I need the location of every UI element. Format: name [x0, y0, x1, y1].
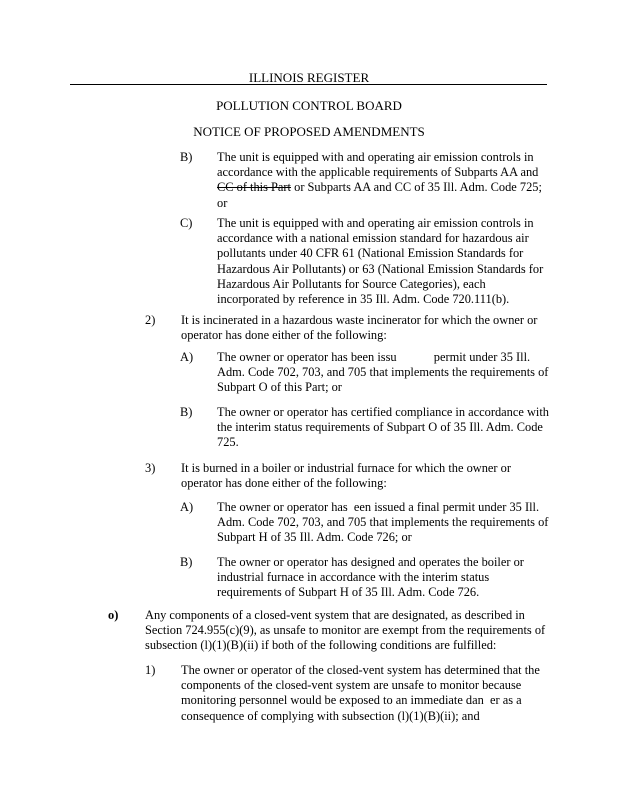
text-line: It is incinerated in a hazardous waste incinerator for which the owner or — [181, 313, 538, 327]
list-item — [181, 313, 537, 343]
item-label: 3) — [145, 461, 156, 475]
text-line: The owner or operator of the closed-vent system has determined that the — [181, 663, 540, 677]
text-line: components of the closed-vent system are unsafe to monitor because — [181, 678, 522, 693]
text-line: accordance with a national emission standard for hazardous air — [217, 231, 529, 246]
item-label: A) — [180, 500, 194, 514]
text-line: operator has done either of the following: — [181, 476, 387, 491]
text-line: Section 724.955(c)(9), as unsafe to monitor are exempt from the requirements of — [145, 623, 546, 638]
text-line: It is burned in a boiler or industrial furnace for which the owner or — [181, 461, 511, 475]
text-line: The owner or operator has een issued a final permit under 35 Ill. — [217, 500, 540, 514]
text-line: monitoring personnel would be exposed to an immediate dan er as a — [181, 693, 522, 708]
text-line: requirements of Subpart H of 35 Ill. Adm. Code 726. — [217, 585, 480, 600]
list-item — [217, 555, 524, 601]
board-title: POLLUTION CONTROL BOARD — [216, 98, 402, 113]
text-line: or — [217, 195, 228, 210]
register-title: ILLINOIS REGISTER — [248, 70, 370, 85]
item-label: B) — [180, 150, 193, 164]
text-line-with-deletion: CC of this Part or Subparts AA and CC of 35 Ill. Adm. Code 725; — [217, 180, 542, 195]
text-line: 725. — [217, 435, 239, 450]
list-item — [217, 500, 548, 546]
text-line: The unit is equipped with and operating air emission controls in — [217, 216, 534, 230]
text-line: The owner or operator has certified compliance in accordance with — [217, 405, 549, 419]
item-label: B) — [180, 555, 193, 569]
text-line: subsection (l)(1)(B)(ii) if both of the following conditions are fulfilled: — [145, 638, 497, 653]
text-line: consequence of complying with subsection (l)(1)(B)(ii); and — [181, 708, 480, 723]
text-line: Any components of a closed-vent system that are designated, as described in — [145, 608, 525, 622]
item-label: A) — [180, 350, 194, 364]
text-line: accordance with the applicable requirements of Subparts AA and — [217, 165, 539, 180]
list-item — [181, 663, 540, 724]
text-line: Adm. Code 702, 703, and 705 that implements the requirements of — [217, 515, 549, 530]
text-line: The owner or operator has designed and operates the boiler or — [217, 555, 524, 569]
text-line: Hazardous Air Pollutants for Source Categories), each — [217, 276, 486, 291]
text-line: The unit is equipped with and operating air emission controls in — [217, 150, 534, 164]
list-item — [181, 461, 511, 491]
list-item — [145, 608, 545, 654]
struck-text: CC of this Part — [217, 180, 292, 195]
list-item — [217, 216, 543, 307]
text-line: Adm. Code 702, 703, and 705 that implements the requirements of — [217, 365, 549, 380]
text-line: Subpart O of this Part; or — [217, 380, 342, 395]
list-item — [217, 405, 549, 451]
text-line: The owner or operator has been issu permit under 35 Ill. — [217, 350, 531, 364]
notice-title: NOTICE OF PROPOSED AMENDMENTS — [193, 124, 425, 139]
item-label: 1) — [145, 663, 156, 677]
text-line: Hazardous Air Pollutants) or 63 (National Emission Standards for — [217, 261, 544, 276]
item-label: B) — [180, 405, 193, 419]
text-line: Subpart H of 35 Ill. Adm. Code 726; or — [217, 530, 412, 545]
item-label: 2) — [145, 313, 156, 327]
text-line: pollutants under 40 CFR 61 (National Emission Standards for — [217, 246, 524, 261]
list-item — [217, 150, 542, 211]
text-line: incorporated by reference in 35 Ill. Adm. Code 720.111(b). — [217, 292, 510, 307]
list-item — [217, 350, 548, 396]
header-rule — [70, 84, 547, 85]
text-line: operator has done either of the following: — [181, 328, 387, 343]
text-line: the interim status requirements of Subpart O of 35 Ill. Adm. Code — [217, 420, 543, 435]
item-label: C) — [180, 216, 193, 230]
item-label: o) — [108, 608, 119, 622]
text-line: industrial furnace in accordance with the interim status — [217, 570, 490, 585]
